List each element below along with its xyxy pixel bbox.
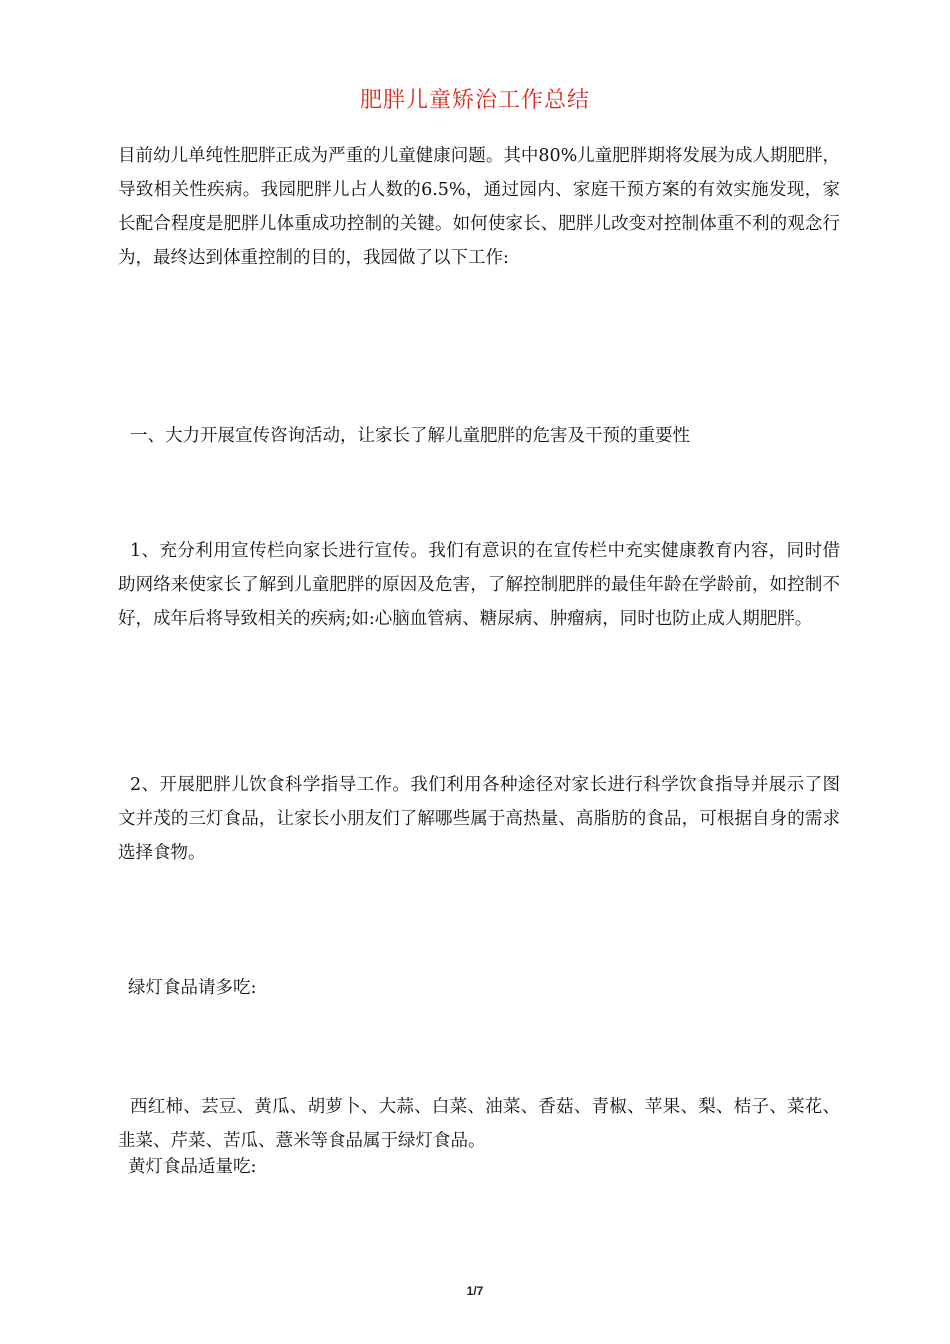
section-heading: 一、大力开展宣传咨询活动，让家长了解儿童肥胖的危害及干预的重要性 bbox=[130, 426, 690, 446]
green-food-list: 西红柿、芸豆、黄瓜、胡萝卜、大蒜、白菜、油菜、香菇、青椒、苹果、梨、桔子、菜花、韭菜、芹菜、苦瓜、薏米等食品属于绿灯食品。 bbox=[118, 1097, 840, 1151]
item-1-paragraph: 1、充分利用宣传栏向家长进行宣传。我们有意识的在宣传栏中充实健康教育内容，同时借助网络来使家长了解到儿童肥胖的原因及危害，了解控制肥胖的最佳年龄在学龄前，如控制不好，成年后将导致相关的疾病;如:心脑血管病、糖尿病、肿瘤病，同时也防止成人期肥胖。 bbox=[118, 541, 840, 629]
yellow-food-heading: 黄灯食品适量吃: bbox=[128, 1157, 257, 1177]
item-2-paragraph: 2、开展肥胖儿饮食科学指导工作。我们利用各种途径对家长进行科学饮食指导并展示了图文并茂的三灯食品，让家长小朋友们了解哪些属于高热量、高脂肪的食品，可根据自身的需求选择食物。 bbox=[118, 775, 840, 863]
document-title: 肥胖儿童矫治工作总结 bbox=[359, 88, 590, 113]
page-number: 1/7 bbox=[466, 1284, 484, 1298]
green-food-heading: 绿灯食品请多吃: bbox=[128, 978, 257, 998]
intro-paragraph: 目前幼儿单纯性肥胖正成为严重的儿童健康问题。其中80%儿童肥胖期将发展为成人期肥胖，导致相关性疾病。我园肥胖儿占人数的6.5%，通过园内、家庭干预方案的有效实施发现，家长配合程度是肥胖儿体重成功控制的关键。如何使家长、肥胖儿改变对控制体重不利的观念行为，最终达到体重控制的目的，我园做了以下工作: bbox=[118, 146, 840, 268]
